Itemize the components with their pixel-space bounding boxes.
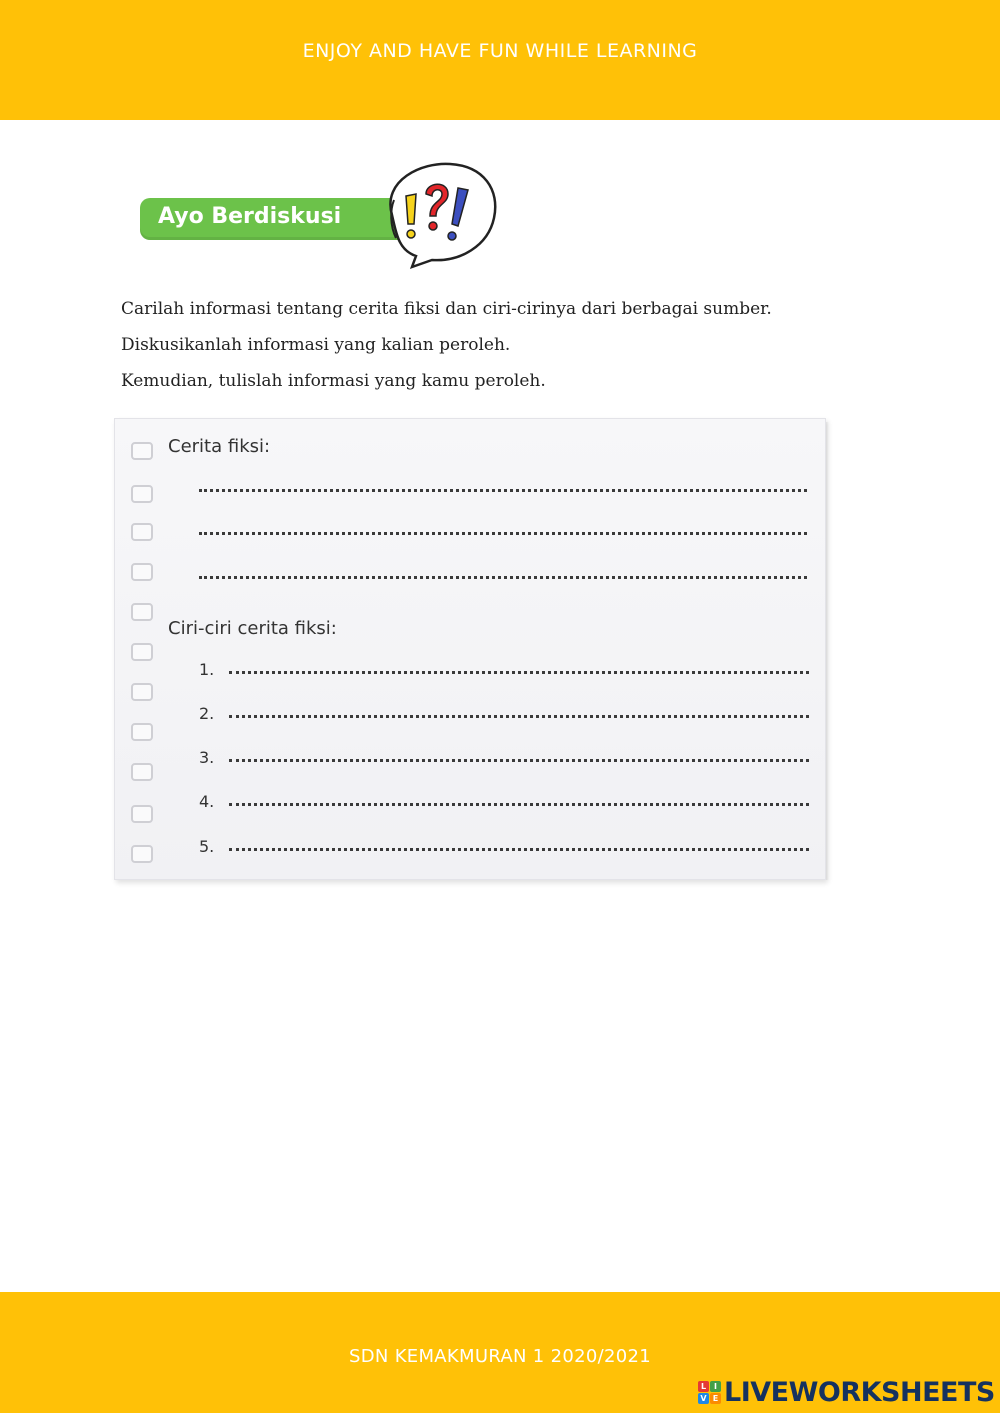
answer-line-ciri-5[interactable]: [229, 848, 809, 851]
answer-line-ciri-2[interactable]: [229, 715, 809, 718]
answer-line-fiksi-3[interactable]: [199, 576, 807, 579]
footer-banner-text: SDN KEMAKMURAN 1 2020/2021: [349, 1346, 651, 1367]
binder-hole: [131, 805, 153, 823]
instruction-line-3: Kemudian, tulislah informasi yang kamu peroleh.: [121, 371, 546, 391]
badge-pill: [140, 198, 402, 240]
bottom-banner: [0, 1292, 1000, 1413]
item-number: 2.: [199, 704, 215, 723]
binder-hole: [131, 683, 153, 701]
top-banner: [0, 0, 1000, 120]
binder-hole: [131, 563, 153, 581]
logo-mark-letter: L: [698, 1381, 709, 1392]
answer-line-fiksi-1[interactable]: [199, 489, 807, 492]
binder-hole: [131, 763, 153, 781]
binder-hole: [131, 485, 153, 503]
liveworksheets-logo[interactable]: [698, 1378, 995, 1406]
binder-hole: [131, 442, 153, 460]
instructions: [121, 296, 881, 404]
binder-hole: [131, 845, 153, 863]
answer-line-ciri-1[interactable]: [229, 671, 809, 674]
exclamation-yellow-icon: [406, 194, 416, 238]
item-number: 1.: [199, 660, 215, 679]
binder-hole: [131, 523, 153, 541]
item-number: 4.: [199, 792, 215, 811]
header-banner-text: ENJOY AND HAVE FUN WHILE LEARNING: [302, 40, 698, 62]
answer-line-fiksi-2[interactable]: [199, 532, 807, 535]
item-number: 5.: [199, 837, 215, 856]
item-number: 3.: [199, 748, 215, 767]
logo-mark-letter: V: [698, 1393, 709, 1404]
binder-hole: [131, 603, 153, 621]
instruction-line-1: Carilah informasi tentang cerita fiksi dan ciri-cirinya dari berbagai sumber.: [121, 299, 772, 319]
logo-mark-letter: E: [710, 1393, 721, 1404]
instruction-line-2: Diskusikanlah informasi yang kalian peroleh.: [121, 335, 511, 355]
logo-wordmark: LIVEWORKSHEETS: [724, 1376, 995, 1408]
badge-title: Ayo Berdiskusi: [158, 204, 342, 229]
logo-mark-letter: I: [710, 1381, 721, 1392]
worksheet-card: [114, 418, 826, 880]
heading-cerita-fiksi: Cerita fiksi:: [168, 436, 271, 457]
binder-hole: [131, 723, 153, 741]
answer-line-ciri-4[interactable]: [229, 803, 809, 806]
heading-ciri-ciri: Ciri-ciri cerita fiksi:: [168, 618, 337, 639]
binder-hole: [131, 643, 153, 661]
section-badge: [140, 160, 500, 270]
answer-line-ciri-3[interactable]: [229, 759, 809, 762]
liveworksheets-mark-icon: [698, 1381, 721, 1404]
speech-bubble-icon: [372, 160, 502, 270]
